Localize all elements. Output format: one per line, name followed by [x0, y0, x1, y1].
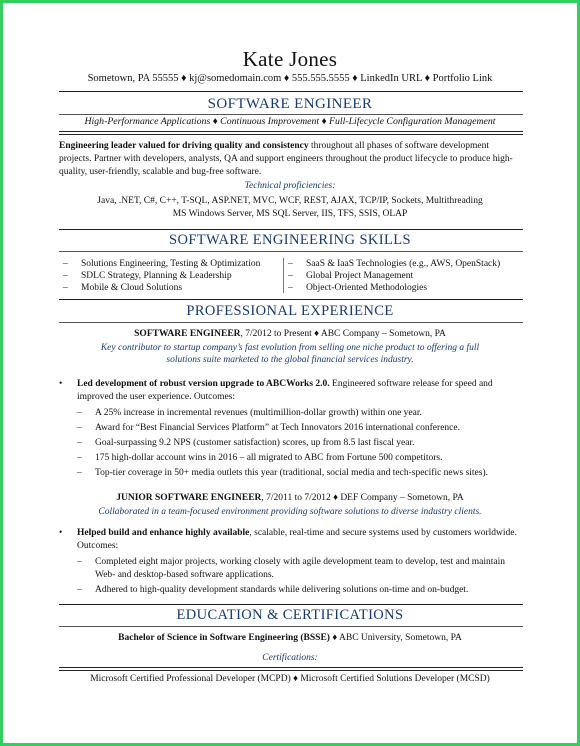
skill-item: – SaaS & IaaS Technologies (e.g., AWS, OpenStack): [288, 259, 501, 269]
degree-line: Bachelor of Science in Software Engineering (BSSE) ♦ ABC University, Sometown, PA: [118, 633, 462, 643]
skill-item: – Mobile & Cloud Solutions: [63, 283, 183, 293]
job-1-outcomes: [77, 407, 525, 480]
skills-top-rule: [59, 229, 523, 230]
outcome-item: – 175 high-dollar account wins in 2016 – all migrated to ABC from Fortune 500 competitors.: [77, 453, 443, 463]
skills-column-divider: [283, 258, 284, 293]
experience-title: PROFESSIONAL EXPERIENCE: [186, 303, 394, 319]
header-rule: [59, 91, 523, 92]
job-1-title: SOFTWARE ENGINEER, 7/2012 to Present ♦ ABC Company – Sometown, PA: [134, 329, 446, 339]
contact-line: Sometown, PA 55555 ♦ kj@somedomain.com ♦ 555.555.5555 ♦ LinkedIn URL ♦ Portfolio Link: [87, 73, 493, 84]
certifications-rule: [59, 667, 523, 671]
summary-lead: Engineering leader valued for driving quality and consistency: [59, 141, 309, 151]
education-bottom-rule: [59, 626, 523, 627]
job-1-intro-line-2: solutions suite marketed to the global financial services industry.: [166, 355, 414, 365]
experience-bottom-rule: [59, 322, 523, 323]
outcome-item: – Top-tier coverage in 50+ media outlets this year (traditional, social media and tech-specific news sites).: [77, 468, 489, 478]
summary-rest: throughout all phases of software development projects. Partner with developers, analysts, QA and support engineers throughout the product lifecycle to produce high-quality, user-friendly, scalable and bug-free software.: [59, 141, 513, 177]
skills-left-column: [63, 258, 260, 294]
education-title: EDUCATION & CERTIFICATIONS: [176, 607, 404, 623]
job-2-intro: Collaborated in a team-focused environment providing software solutions to diverse industry clients.: [98, 507, 482, 517]
headline-rule: [59, 114, 523, 115]
skills-right-column: [288, 258, 500, 294]
outcome-item: – Adhered to high-quality development standards while delivering solutions on-time and on-budget.: [77, 585, 469, 595]
job-1-intro-line-1: Key contributor to startup company’s fast evolution from selling one niche product to offering a full: [100, 343, 480, 353]
job-2-title: JUNIOR SOFTWARE ENGINEER, 7/2011 to 7/2012 ♦ DEF Company – Sometown, PA: [116, 493, 464, 503]
resume-page: [3, 3, 577, 743]
skill-item: – Global Project Management: [288, 271, 414, 281]
technical-heading: Technical proficiencies:: [244, 181, 336, 191]
skills-title: SOFTWARE ENGINEERING SKILLS: [169, 232, 411, 248]
job-2-outcomes: [77, 556, 525, 597]
summary-paragraph: [59, 140, 523, 179]
outcome-item: – Award for “Best Financial Services Platform” at Tech Innovators 2016 international conference.: [77, 423, 460, 433]
outcome-item: – Goal-surpassing 9.2 NPS (customer satisfaction) scores, up from 8.5 last fiscal year.: [77, 438, 415, 448]
outcome-item: – Completed eight major projects, working closely with agile development team to develop, test and maintain Web- and desktop-based software applications.: [77, 557, 505, 580]
certifications-line: Microsoft Certified Professional Developer (MCPD) ♦ Microsoft Certified Solutions Developer (MCSD): [90, 674, 490, 684]
technical-line-2: MS Windows Server, MS SQL Server, IIS, TFS, SSIS, OLAP: [172, 209, 408, 219]
education-top-rule: [59, 604, 523, 605]
job-2-highlight: • Helped build and enhance highly available, scalable, real-time and secure systems used by customers worldwide. Outcomes:: [59, 528, 517, 551]
experience-top-rule: [59, 299, 523, 300]
technical-line-1: Java, .NET, C#, C++, T-SQL, ASP.NET, MVC, WCF, REST, AJAX, TCP/IP, Sockets, Multithreading: [97, 196, 483, 206]
skills-bottom-rule: [59, 251, 523, 252]
skill-item: – SDLC Strategy, Planning & Leadership: [63, 271, 232, 281]
certifications-heading: Certifications:: [262, 653, 318, 663]
skill-item: – Solutions Engineering, Testing & Optimization: [63, 259, 261, 269]
tagline-rule: [59, 131, 523, 135]
headline-title: SOFTWARE ENGINEER: [207, 96, 373, 112]
skill-item: – Object-Oriented Methodologies: [288, 283, 428, 293]
outcome-item: – A 25% increase in incremental revenues (multimillion-dollar growth) within one year.: [77, 408, 422, 418]
headline-tagline: High-Performance Applications ♦ Continuous Improvement ♦ Full-Lifecycle Configuration Management: [84, 116, 496, 127]
job-1-highlight: • Led development of robust version upgrade to ABCWorks 2.0. Engineered software release for speed and improved the user experience. Outcomes:: [59, 379, 493, 402]
candidate-name: Kate Jones: [242, 47, 338, 71]
